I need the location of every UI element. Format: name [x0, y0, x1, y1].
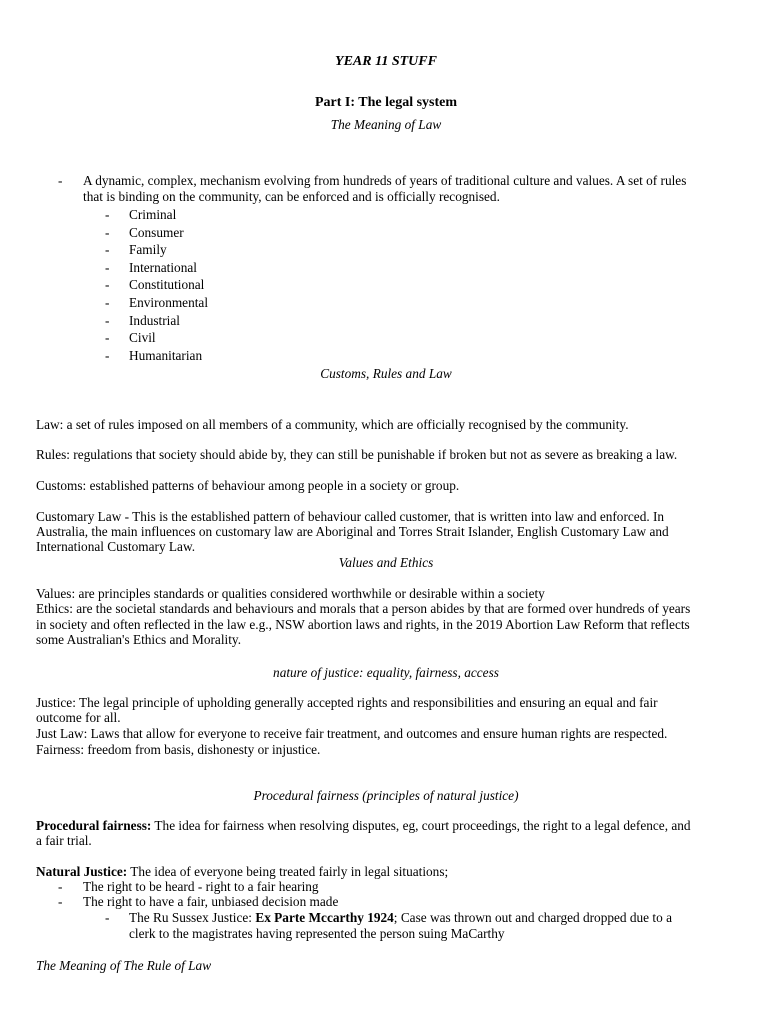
- bullet-dash: -: [58, 173, 63, 188]
- bullet-dash: -: [105, 347, 110, 363]
- rules-definition: Rules: regulations that society should abide by, they can still be punishable if broken but not as severe as breaking a law.: [36, 447, 678, 462]
- law-definition: Law: a set of rules imposed on all members of a community, which are officially recognised by the community.: [36, 417, 629, 432]
- law-type-label: Environmental: [129, 295, 209, 310]
- section-heading-justice: nature of justice: equality, fairness, access: [273, 665, 499, 680]
- part-heading: Part I: The legal system: [314, 95, 458, 110]
- section-heading-procedural: Procedural fairness (principles of natural justice): [253, 788, 519, 803]
- law-type-label: Humanitarian: [129, 347, 203, 363]
- section-heading-meaning-of-law: The Meaning of Law: [330, 117, 442, 132]
- ethics-line-2: in society and often reflected in the law e.g., NSW abortion laws and rights, in the 2019 Abortion Law Reform that reflects: [36, 617, 690, 632]
- document-title: YEAR 11 STUFF: [335, 54, 437, 69]
- section-heading-values: Values and Ethics: [338, 555, 434, 570]
- bullet-dash: -: [58, 879, 63, 894]
- bullet-text-continued: that is binding on the community, can be enforced and is officially recognised.: [83, 189, 500, 204]
- bullet-dash: -: [105, 295, 110, 310]
- bullet-text: The right to be heard - right to a fair hearing: [83, 879, 319, 894]
- justice-line-1: Justice: The legal principle of upholding generally accepted rights and responsibilities and ensuring an equal and fair: [36, 695, 658, 710]
- natural-justice-label: Natural Justice:: [36, 864, 128, 879]
- law-type-label: Industrial: [129, 312, 180, 328]
- ethics-line-3: some Australian's Ethics and Morality.: [36, 632, 242, 647]
- section-heading-customs: Customs, Rules and Law: [320, 366, 452, 381]
- customary-law-line-3: International Customary Law.: [36, 539, 196, 554]
- values-definition: Values: are principles standards or qualities considered worthwhile or desirable within a society: [36, 586, 545, 601]
- bullet-dash: -: [105, 910, 110, 925]
- bullet-text: A dynamic, complex, mechanism evolving from hundreds of years of traditional culture and values. A set of rules: [83, 173, 687, 188]
- law-type-label: International: [129, 259, 197, 275]
- procedural-fairness-line-1: [36, 818, 691, 834]
- justice-line-2: outcome for all.: [36, 710, 121, 725]
- just-law-definition: Just Law: Laws that allow for everyone to receive fair treatment, and outcomes and ensure human rights are respected.: [36, 726, 668, 741]
- section-heading-rule-of-law: The Meaning of The Rule of Law: [36, 958, 212, 973]
- case-name: Ex Parte Mccarthy 1924: [255, 910, 394, 925]
- procedural-fairness-text: The idea for fairness when resolving disputes, eg, court proceedings, the right to a legal defence, and: [151, 818, 691, 833]
- bullet-dash: -: [105, 207, 110, 222]
- customary-law-line-2: Australia, the main influences on customary law are Aboriginal and Torres Strait Islander, English Customary Law and: [36, 524, 669, 539]
- bullet-dash: -: [58, 894, 63, 909]
- case-prefix: The Ru Sussex Justice:: [129, 910, 256, 925]
- procedural-fairness-label: Procedural fairness:: [36, 818, 152, 833]
- bullet-dash: -: [105, 224, 110, 240]
- case-line-2: clerk to the magistrates having represented the person suing MaCarthy: [129, 926, 505, 941]
- law-type-label: Civil: [129, 330, 156, 346]
- customs-definition: Customs: established patterns of behaviour among people in a society or group.: [36, 478, 460, 493]
- bullet-dash: -: [105, 330, 110, 346]
- bullet-dash: -: [105, 259, 110, 275]
- natural-justice-line: [36, 864, 448, 880]
- case-suffix: ; Case was thrown out and charged dropped due to a: [393, 910, 672, 925]
- law-type-label: Criminal: [129, 207, 177, 222]
- fairness-definition: Fairness: freedom from basis, dishonesty or injustice.: [36, 742, 321, 757]
- procedural-fairness-line-2: a fair trial.: [36, 833, 92, 848]
- law-type-label: Constitutional: [129, 277, 205, 293]
- bullet-dash: -: [105, 312, 110, 328]
- bullet-dash: -: [105, 277, 110, 293]
- bullet-dash: -: [105, 242, 110, 258]
- bullet-text: The right to have a fair, unbiased decision made: [83, 894, 339, 909]
- ethics-line-1: Ethics: are the societal standards and behaviours and morals that a person abides by that are formed over hundreds of years: [36, 601, 691, 616]
- law-type-label: Consumer: [129, 224, 184, 240]
- customary-law-line-1: Customary Law - This is the established pattern of behaviour called customer, that is written into law and enforced. In: [36, 509, 665, 524]
- law-type-label: Family: [129, 242, 167, 258]
- case-line-1: [129, 910, 672, 926]
- natural-justice-text: The idea of everyone being treated fairly in legal situations;: [127, 864, 449, 879]
